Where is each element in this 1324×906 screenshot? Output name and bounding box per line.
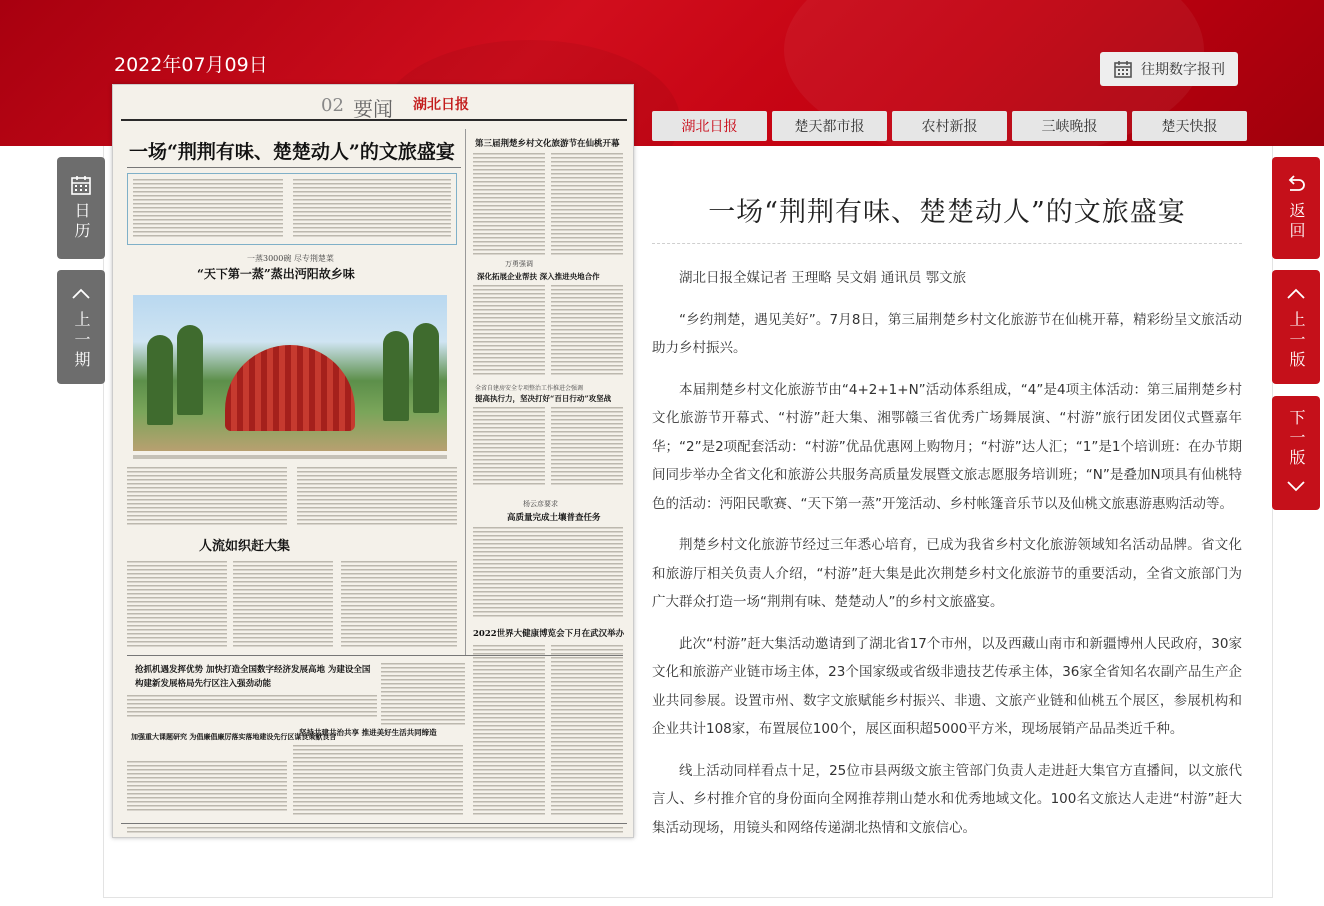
newspaper-bottom-headline-3[interactable]: 加强重大课题研究 为倡廉倡廉厉落实落地建设先行区谋良策献良言 <box>131 732 337 741</box>
chevron-up-icon <box>1285 283 1307 305</box>
prev-issue-button[interactable] <box>57 270 105 384</box>
newspaper-mid-headline[interactable]: 人流如织赶大集 <box>199 539 291 554</box>
newspaper-photo <box>133 295 447 451</box>
newspaper-right-headline-5[interactable]: 2022世界大健康博览会下月在武汉举办 <box>473 629 625 639</box>
newspaper-text-block <box>473 645 545 815</box>
article-title: 一场“荆荆有味、楚楚动人”的文旅盛宴 <box>652 190 1242 244</box>
calendar-label: 日历 <box>72 202 91 242</box>
newspaper-text-block <box>473 527 623 617</box>
article <box>652 190 1242 842</box>
steamer-dome <box>225 345 355 431</box>
tab-three-gorges-evening[interactable]: 三峡晚报 <box>1012 111 1127 141</box>
newspaper-text-block <box>381 663 465 727</box>
newspaper-bottom-headline-2[interactable]: 坚持共建共治共享 推进美好生活共同缔造 <box>299 728 437 737</box>
column-divider <box>465 129 466 655</box>
newspaper-text-block <box>473 407 545 485</box>
newspaper-tabs <box>652 111 1247 141</box>
newspaper-text-block <box>551 645 623 815</box>
newspaper-text-block <box>473 285 545 377</box>
newspaper-kicker: 一蒸3000碗 尽专荆楚菜 <box>247 254 334 263</box>
newspaper-text-block <box>293 179 451 239</box>
next-page-label: 下一版 <box>1287 409 1306 469</box>
newspaper-kicker: 万勇强调 <box>505 260 533 268</box>
newspaper-right-headline-3[interactable]: 提高执行力，坚决打好“百日行动”攻坚战 <box>475 394 612 403</box>
newspaper-main-headline[interactable]: 一场“荆荆有味、楚楚动人”的文旅盛宴 <box>129 141 455 163</box>
article-paragraph: “乡约荆楚，遇见美好”。7月8日，第三届荆楚乡村文化旅游节在仙桃开幕，精彩纷呈文旅活动助力乡村振兴。 <box>652 311 1242 356</box>
divider <box>127 167 461 168</box>
newspaper-kicker: 全省自建房安全专项整治工作推进会强调 <box>475 385 584 392</box>
newspaper-section: 要闻 <box>353 97 393 121</box>
newspaper-text-block <box>127 467 287 525</box>
newspaper-text-block <box>551 153 623 255</box>
prev-issue-label: 上一期 <box>72 311 91 371</box>
article-paragraph: 此次“村游”赶大集活动邀请到了湖北省17个市州，以及西藏山南市和新疆博州人民政府，30家文化和旅游产业链市场主体，23个国家级或省级非遗技艺传承主体，36家全省知名农副产品生产企业共同参展。设置市州、数字文旅赋能乡村振兴、非遗、文旅产业链和仙桃五个展区，参展机构和企业共计108家，布置展位100个，展区面积超5000平方米，现场展销产品品类近千种。 <box>652 635 1242 737</box>
newspaper-masthead <box>121 91 627 121</box>
newspaper-right-headline-1[interactable]: 第三届荆楚乡村文化旅游节在仙桃开幕 <box>475 139 620 149</box>
photo-caption <box>133 455 447 459</box>
tab-chutian-express[interactable]: 楚天快报 <box>1132 111 1247 141</box>
return-icon <box>1285 174 1307 196</box>
newspaper-text-block <box>293 745 463 815</box>
newspaper-text-block <box>133 179 283 239</box>
chevron-down-icon <box>1285 475 1307 497</box>
newspaper-text-block <box>341 561 457 649</box>
archive-button[interactable] <box>1100 52 1238 86</box>
chevron-up-icon <box>70 283 92 305</box>
prev-page-button[interactable] <box>1272 270 1320 384</box>
newspaper-text-block <box>127 761 287 813</box>
newspaper-page-number: 02 <box>321 95 344 116</box>
back-label: 返回 <box>1287 202 1306 242</box>
tab-rural-news[interactable]: 农村新报 <box>892 111 1007 141</box>
article-byline: 湖北日报全媒记者 王理略 吴文娟 通讯员 鄂文旅 <box>679 270 967 286</box>
newspaper-text-block <box>551 285 623 377</box>
issue-date: 2022年07月09日 <box>114 54 268 76</box>
newspaper-page-image[interactable] <box>112 84 634 838</box>
tab-hubei-daily[interactable]: 湖北日报 <box>652 111 767 141</box>
newspaper-text-block <box>127 695 377 719</box>
divider <box>121 823 627 824</box>
calendar-button[interactable] <box>57 157 105 259</box>
prev-page-label: 上一版 <box>1287 311 1306 371</box>
newspaper-kicker: 杨云彦要求 <box>523 500 558 508</box>
newspaper-right-headline-2[interactable]: 深化拓展企业帮扶 深入推进央地合作 <box>477 272 600 281</box>
newspaper-bottom-headline-1[interactable]: 抢抓机遇发挥优势 加快打造全国数字经济发展高地 为建设全国构建新发展格局先行区注入强劲动能 <box>135 665 371 689</box>
calendar-icon <box>1113 59 1133 79</box>
newspaper-sub-headline[interactable]: “天下第一蒸”蒸出沔阳故乡味 <box>197 267 355 281</box>
next-page-button[interactable] <box>1272 396 1320 510</box>
newspaper-text-block <box>473 153 545 255</box>
back-button[interactable] <box>1272 157 1320 259</box>
newspaper-text-block <box>297 467 457 525</box>
calendar-icon <box>70 174 92 196</box>
article-paragraph: 线上活动同样看点十足，25位市县两级文旅主管部门负责人走进赶大集官方直播间，以文旅代言人、乡村推介官的身份面向全网推荐荆山楚水和优秀地域文化。100名文旅达人走进“村游”赶大集活动现场，用镜头和网络传递湖北热情和文旅信心。 <box>652 762 1242 836</box>
article-paragraph: 荆楚乡村文化旅游节经过三年悉心培育，已成为我省乡村文化旅游领域知名活动品牌。省文化和旅游厅相关负责人介绍，“村游”赶大集是此次荆楚乡村文化旅游节的重要活动，全省文旅部门为广大群众打造一场“荆荆有味、楚楚动人”的乡村文旅盛宴。 <box>652 537 1242 610</box>
tab-chutian-metropolis[interactable]: 楚天都市报 <box>772 111 887 141</box>
divider <box>127 655 623 656</box>
article-paragraph: 本届荆楚乡村文化旅游节由“4+2+1+N”活动体系组成，“4”是4项主体活动：第三届荆楚乡村文化旅游节开幕式、“村游”赶大集、湘鄂赣三省优秀广场舞展演、“村游”旅行团发团仪式暨嘉年华；“2”是2项配套活动：“村游”优品优惠网上购物月；“村游”达人汇；“1”是1个培训班：在办节期间同步举办全省文化和旅游公共服务高质量发展暨文旅志愿服务培训班；“N”是叠加N项具有仙桃特色的活动：沔阳民歌赛、“天下第一蒸”开笼活动、乡村帐篷音乐节以及仙桃文旅惠游惠购活动等。 <box>652 381 1242 512</box>
newspaper-text-block <box>233 561 333 649</box>
newspaper-text-block <box>127 561 227 649</box>
archive-button-label: 往期数字报刊 <box>1141 62 1225 78</box>
newspaper-text-block <box>551 407 623 485</box>
newspaper-right-headline-4[interactable]: 高质量完成土壤普查任务 <box>507 513 601 523</box>
newspaper-logo: 湖北日报 <box>413 97 469 113</box>
newspaper-footer <box>127 827 623 833</box>
